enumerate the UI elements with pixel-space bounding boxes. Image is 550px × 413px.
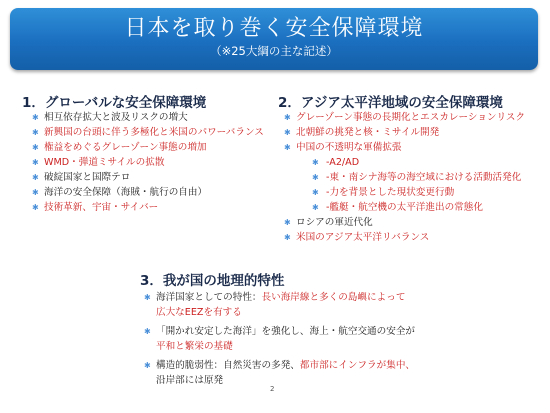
bullet-icon: ✱: [32, 128, 39, 137]
bullet-icon: ✱: [312, 188, 319, 197]
list-item-text: 権益をめぐるグレーゾーン事態の増加: [44, 142, 207, 153]
bullet-icon: ✱: [32, 158, 39, 167]
list-item-text: 米国のアジア太平洋リバランス: [296, 232, 430, 243]
bullet-icon: ✱: [312, 173, 319, 182]
section2-list: [282, 110, 525, 245]
bullet-icon: ✱: [284, 113, 291, 122]
bullet-icon: ✱: [144, 293, 151, 302]
list-item-text: -東・南シナ海等の海空域における活動活発化: [326, 172, 522, 183]
list-item: [30, 125, 264, 140]
list-item-text: -力を背景とした現状変更行動: [326, 187, 455, 198]
list-item: [282, 185, 525, 200]
bullet-icon: ✱: [32, 203, 39, 212]
list-item-text: 長い海岸線と多くの島嶼によって: [261, 292, 406, 303]
list-item: [30, 170, 264, 185]
bullet-icon: ✱: [144, 327, 151, 336]
bullet-icon: ✱: [284, 218, 291, 227]
list-item-text: 「開かれ安定した海洋」を強化し、海上・航空交通の安全が: [156, 326, 416, 337]
list-item-text: -艦艇・航空機の太平洋進出の常態化: [326, 202, 483, 213]
list-item: [30, 200, 264, 215]
list-item-text: 技術革新、宇宙・サイバー: [44, 202, 159, 213]
list-item-text: 北朝鮮の挑発と核・ミサイル開発: [296, 127, 440, 138]
bullet-icon: ✱: [32, 188, 39, 197]
list-item-text: 破綻国家と国際テロ: [44, 172, 131, 183]
section1-heading: 1．グローバルな安全保障環境: [22, 95, 207, 111]
list-item: [30, 155, 264, 170]
list-item-text: 海洋の安全保障（海賊・航行の自由）: [44, 187, 208, 198]
bullet-icon: ✱: [312, 158, 319, 167]
section2-heading: 2．アジア太平洋地域の安全保障環境: [278, 95, 503, 111]
slide-subtitle: （※25大綱の主な記述）: [210, 44, 338, 58]
list-item: [142, 324, 415, 354]
title-banner: [10, 8, 538, 70]
list-item-text: 相互依存拡大と波及リスクの増大: [44, 112, 188, 123]
list-item-text: 海洋国家としての特性：: [156, 292, 262, 303]
list-item: [282, 230, 525, 245]
list-item: [282, 125, 525, 140]
list-item: [142, 290, 415, 320]
list-item-text: WMD・弾道ミサイルの拡散: [44, 157, 165, 168]
list-item-text: -A2/AD: [326, 157, 360, 168]
list-item: [282, 215, 525, 230]
list-item-text: 中国の不透明な軍備拡張: [296, 142, 402, 153]
bullet-icon: ✱: [144, 361, 151, 370]
bullet-icon: ✱: [32, 143, 39, 152]
list-item-text: 都市部にインフラが集中、: [299, 360, 416, 371]
list-item: [282, 140, 525, 155]
list-item: [30, 185, 264, 200]
list-item-text: 構造的脆弱性：自然災害の多発、: [156, 360, 300, 371]
page-number: 2: [270, 385, 275, 393]
list-item: [282, 155, 525, 170]
list-item-text: 新興国の台頭に伴う多極化と米国のパワーバランス: [44, 127, 264, 138]
list-item-text: 沿岸部には原発: [156, 375, 224, 386]
bullet-icon: ✱: [32, 113, 39, 122]
list-item: [282, 170, 525, 185]
list-item: [282, 200, 525, 215]
section3-list: [142, 290, 415, 392]
list-item: [30, 110, 264, 125]
list-item-text: 平和と繁栄の基礎: [156, 341, 233, 352]
bullet-icon: ✱: [284, 143, 291, 152]
bullet-icon: ✱: [32, 173, 39, 182]
list-item: [142, 358, 415, 388]
list-item-text: 広大なEEZを有する: [156, 307, 242, 318]
section1-list: [30, 110, 264, 215]
bullet-icon: ✱: [284, 128, 291, 137]
bullet-icon: ✱: [312, 203, 319, 212]
section3-heading: 3．我が国の地理的特性: [140, 273, 285, 289]
list-item: [282, 110, 525, 125]
list-item-text: ロシアの軍近代化: [296, 217, 373, 228]
list-item: [30, 140, 264, 155]
list-item-text: グレーゾーン事態の長期化とエスカレーションリスク: [296, 112, 526, 123]
bullet-icon: ✱: [284, 233, 291, 242]
slide-title: 日本を取り巻く安全保障環境: [124, 16, 424, 41]
